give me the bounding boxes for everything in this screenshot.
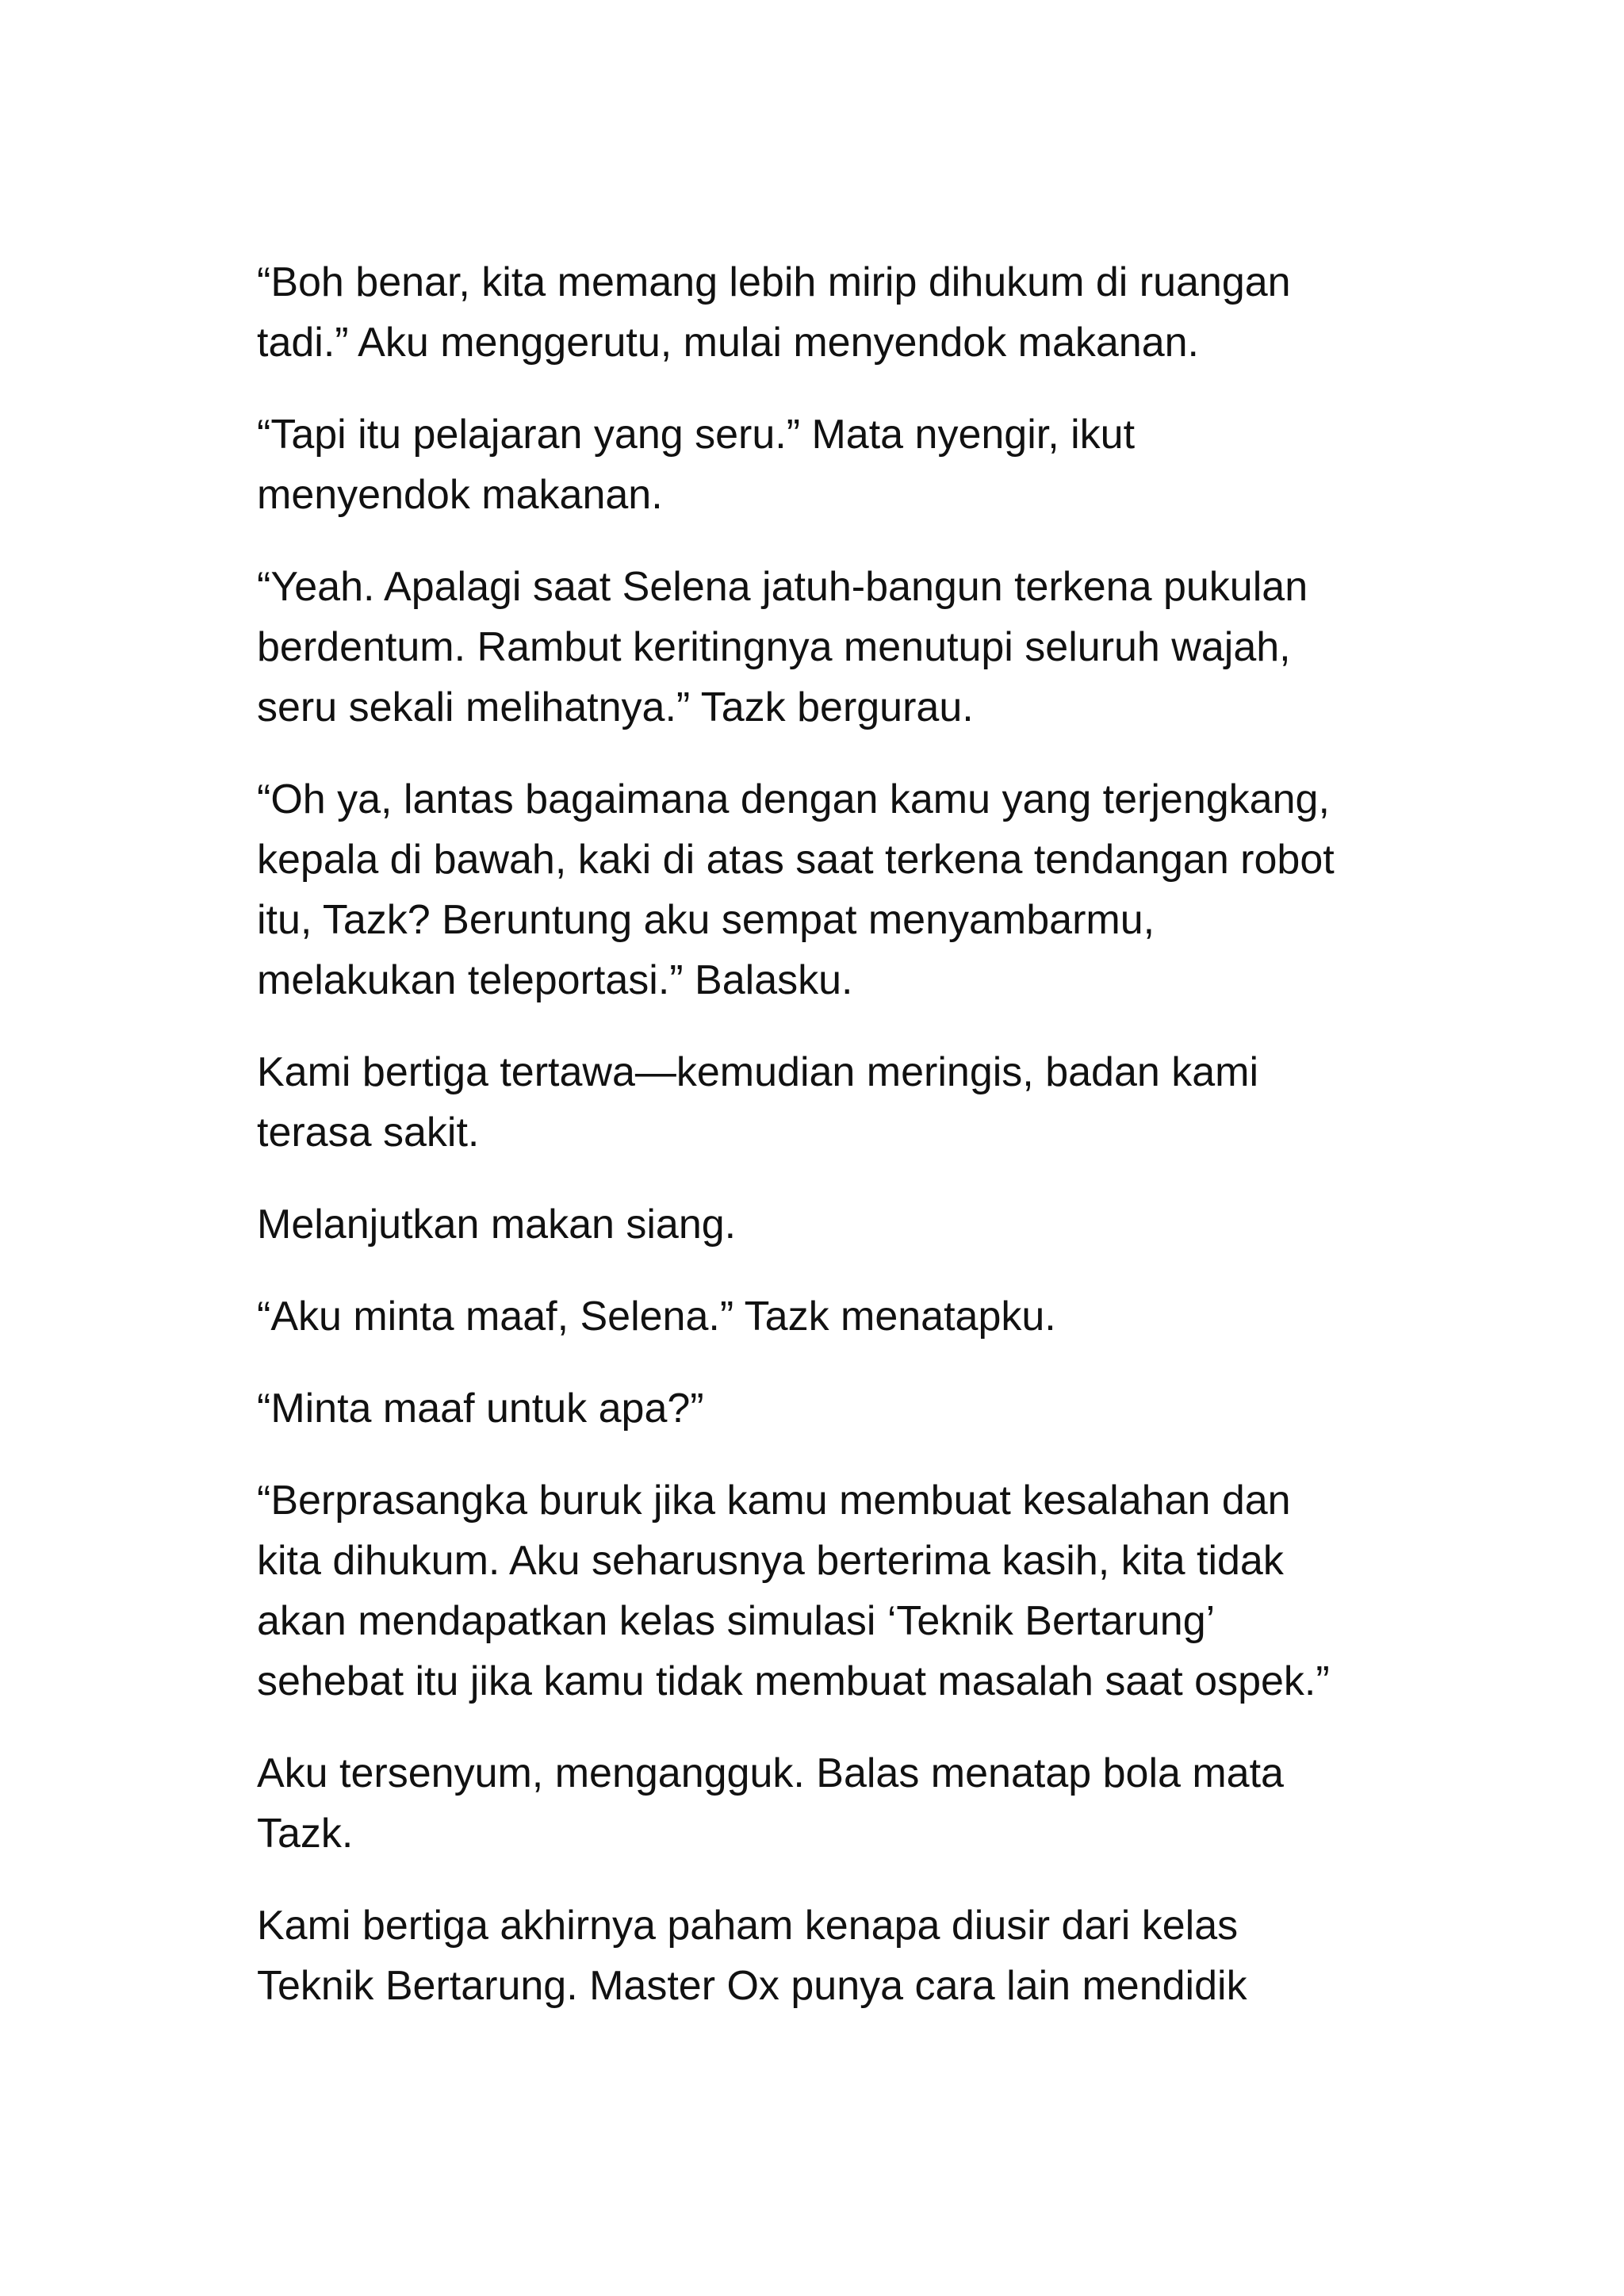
text-line: kita dihukum. Aku seharusnya berterima kasih, kita tidak bbox=[257, 1538, 1284, 1584]
paragraph-2 bbox=[257, 404, 1383, 525]
paragraph-3 bbox=[257, 557, 1383, 738]
text-line: akan mendapatkan kelas simulasi ‘Teknik Bertarung’ bbox=[257, 1598, 1216, 1644]
text-line: itu, Tazk? Beruntung aku sempat menyambarmu, bbox=[257, 897, 1155, 943]
paragraph-11 bbox=[257, 1895, 1383, 2016]
paragraph-5 bbox=[257, 1042, 1383, 1163]
text-line: “Oh ya, lantas bagaimana dengan kamu yang terjengkang, bbox=[257, 776, 1330, 822]
text-line: tadi.” Aku menggerutu, mulai menyendok makanan. bbox=[257, 320, 1200, 366]
text-line: menyendok makanan. bbox=[257, 472, 663, 518]
text-line: Aku tersenyum, mengangguk. Balas menatap bola mata bbox=[257, 1750, 1284, 1796]
paragraph-6 bbox=[257, 1194, 1383, 1255]
paragraph-8 bbox=[257, 1378, 1383, 1439]
paragraph-1 bbox=[257, 252, 1383, 373]
text-line: “Boh benar, kita memang lebih mirip dihukum di ruangan bbox=[257, 259, 1291, 305]
text-line: “Aku minta maaf, Selena.” Tazk menatapku. bbox=[257, 1294, 1056, 1340]
text-line: melakukan teleportasi.” Balasku. bbox=[257, 957, 853, 1003]
text-line: “Tapi itu pelajaran yang seru.” Mata nyengir, ikut bbox=[257, 412, 1136, 458]
text-line: kepala di bawah, kaki di atas saat terkena tendangan robot bbox=[257, 837, 1335, 883]
text-line: Melanjutkan makan siang. bbox=[257, 1202, 737, 1248]
text-line: berdentum. Rambut keritingnya menutupi seluruh wajah, bbox=[257, 624, 1291, 670]
body-text bbox=[257, 252, 1383, 2048]
paragraph-4 bbox=[257, 769, 1383, 1010]
text-line: Tazk. bbox=[257, 1811, 354, 1857]
text-line: Kami bertiga tertawa—kemudian meringis, badan kami bbox=[257, 1049, 1259, 1095]
text-line: terasa sakit. bbox=[257, 1110, 480, 1156]
paragraph-9 bbox=[257, 1470, 1383, 1711]
text-line: “Berprasangka buruk jika kamu membuat kesalahan dan bbox=[257, 1478, 1291, 1524]
text-line: Teknik Bertarung. Master Ox punya cara lain mendidik bbox=[257, 1963, 1247, 2009]
text-line: Kami bertiga akhirnya paham kenapa diusir dari kelas bbox=[257, 1903, 1239, 1949]
paragraph-7 bbox=[257, 1286, 1383, 1347]
text-line: seru sekali melihatnya.” Tazk bergurau. bbox=[257, 684, 974, 730]
text-line: “Yeah. Apalagi saat Selena jatuh-bangun terkena pukulan bbox=[257, 564, 1308, 610]
text-line: “Minta maaf untuk apa?” bbox=[257, 1386, 704, 1432]
paragraph-10 bbox=[257, 1743, 1383, 1864]
text-line: sehebat itu jika kamu tidak membuat masalah saat ospek.” bbox=[257, 1658, 1330, 1704]
